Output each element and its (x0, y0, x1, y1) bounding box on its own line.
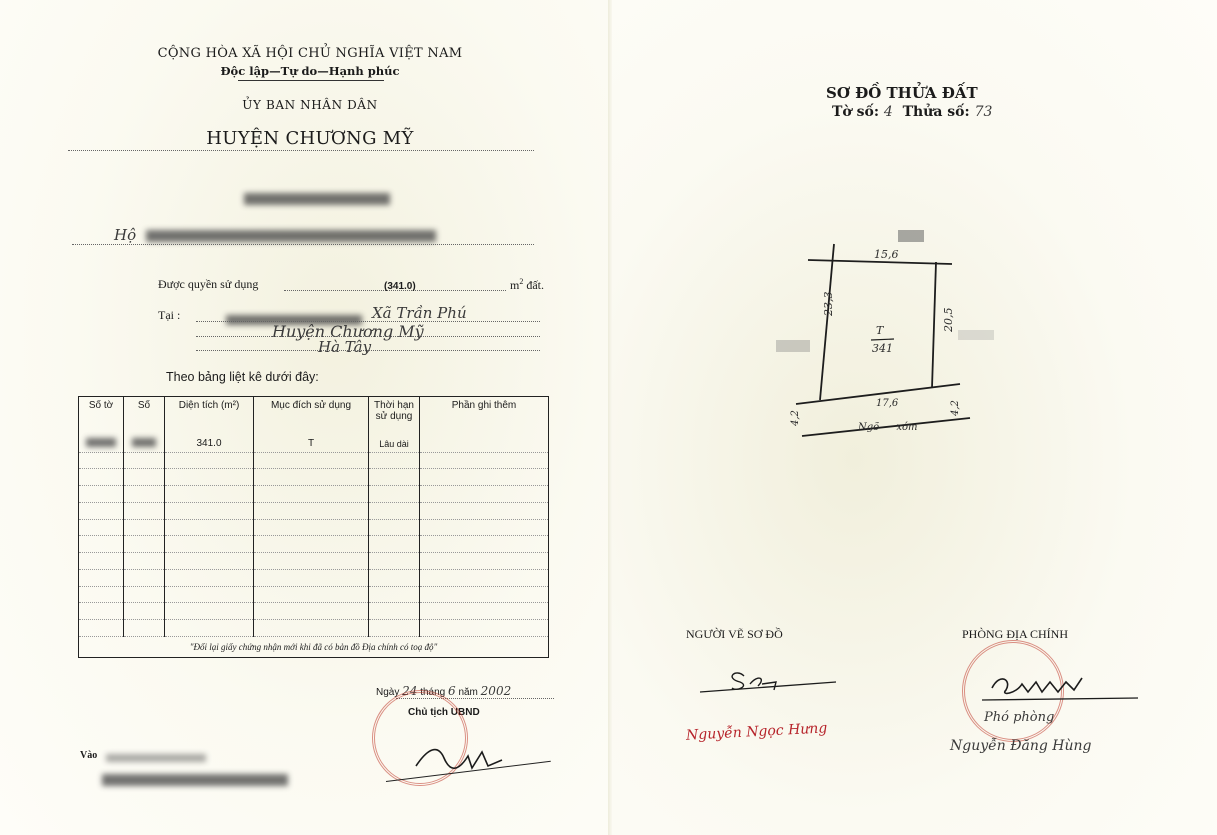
table-row (79, 536, 549, 553)
redacted-register-number (102, 774, 288, 786)
address-line2-dots (196, 336, 540, 337)
address-district: Huyện Chương Mỹ (272, 322, 424, 341)
address-commune: Xã Trần Phú (372, 304, 467, 322)
col-parcel-number: Số (124, 397, 165, 437)
table-row (79, 620, 549, 637)
parcel-sketch (762, 220, 1012, 450)
cell-term: Lâu dài (369, 436, 420, 452)
table-row (79, 502, 549, 519)
holder-label: Hộ (114, 226, 137, 244)
label-alley-name: Ngõ xóm (858, 422, 918, 433)
office-signature (982, 666, 1142, 706)
drawer-signature (696, 662, 836, 702)
col-term: Thời hạn sử dụng (369, 397, 420, 437)
col-notes: Phần ghi thêm (420, 397, 549, 437)
sheet-parcel-line: Tờ số: 4 Thửa số: 73 (832, 104, 993, 120)
address-line3-dots (196, 350, 540, 351)
cell-notes (420, 436, 549, 452)
district-dotted-line (68, 150, 534, 151)
drawer-name: Nguyễn Ngọc Hưng (685, 720, 828, 744)
cell-sheet (79, 436, 124, 452)
table-row (79, 553, 549, 570)
table-row (79, 469, 549, 486)
register-label: Vào (80, 750, 98, 761)
redacted-north-neighbor (898, 230, 924, 242)
area-fraction-line (871, 339, 894, 340)
table-row (79, 586, 549, 603)
redacted-east-neighbor (958, 330, 994, 340)
table-row (79, 519, 549, 536)
plot-right-edge (932, 262, 936, 388)
redacted-holder-name (146, 230, 436, 242)
committee-name: ỦY BAN NHÂN DÂN (242, 98, 378, 112)
signer-title: Chủ tịch UBND (408, 707, 480, 718)
table-row (79, 603, 549, 620)
issue-date: Ngày 24 tháng 6 năm 2002 (376, 684, 512, 698)
table-row (79, 569, 549, 586)
national-motto: Độc lập—Tự do—Hạnh phúc (220, 64, 400, 78)
cell-purpose: T (254, 436, 369, 452)
label-alley-right: 4,2 (950, 400, 961, 416)
office-signer-name: Nguyễn Đăng Hùng (950, 738, 1092, 754)
table-row (79, 452, 549, 469)
plot-left-edge (820, 244, 834, 400)
table-footnote-row (79, 636, 549, 657)
office-title: PHÒNG ĐỊA CHÍNH (962, 627, 1069, 641)
table-footnote: "Đổi lại giấy chứng nhận mới khi đã có bản đồ Địa chính có toạ độ" (79, 636, 549, 657)
area-value: (341.0) (384, 281, 416, 292)
redacted-west-neighbor (776, 340, 810, 352)
list-intro: Theo bảng liệt kê dưới đây: (166, 370, 319, 384)
col-area: Diện tích (m²) (165, 397, 254, 437)
diagram-title: SƠ ĐỒ THỬA ĐẤT (826, 84, 978, 102)
district-name: HUYỆN CHƯƠNG MỸ (206, 128, 414, 149)
certificate-right-page (612, 0, 1217, 835)
label-left: 23,3 (822, 291, 835, 316)
label-top: 15,6 (874, 248, 899, 261)
col-sheet-number: Số tờ (79, 397, 124, 437)
country-name: CỘNG HÒA XÃ HỘI CHỦ NGHĨA VIỆT NAM (157, 46, 463, 61)
office-role: Phó phòng (984, 710, 1055, 725)
address-province: Hà Tây (318, 338, 372, 356)
table-row (79, 486, 549, 503)
parcel-table (78, 396, 549, 658)
redacted-certificate-number (244, 193, 390, 205)
usage-right-label: Được quyền sử dụng (158, 277, 259, 291)
area-unit: $m^2$ đất. (510, 277, 545, 292)
drawer-title: NGƯỜI VẼ SƠ ĐỒ (686, 627, 783, 641)
label-alley-left: 4,2 (790, 410, 801, 426)
redacted-register-info (106, 754, 206, 762)
label-bottom: 17,6 (876, 398, 899, 409)
location-label: Tại : (158, 308, 181, 322)
cell-parcel (124, 436, 165, 452)
col-purpose: Mục đích sử dụng (254, 397, 369, 437)
cell-area: 341.0 (165, 436, 254, 452)
motto-underline (238, 80, 384, 81)
holder-dotted-line (72, 244, 534, 245)
label-code: T (876, 324, 884, 337)
label-area: 341 (872, 342, 893, 355)
table-row (79, 436, 549, 452)
label-right: 20,5 (942, 307, 955, 332)
